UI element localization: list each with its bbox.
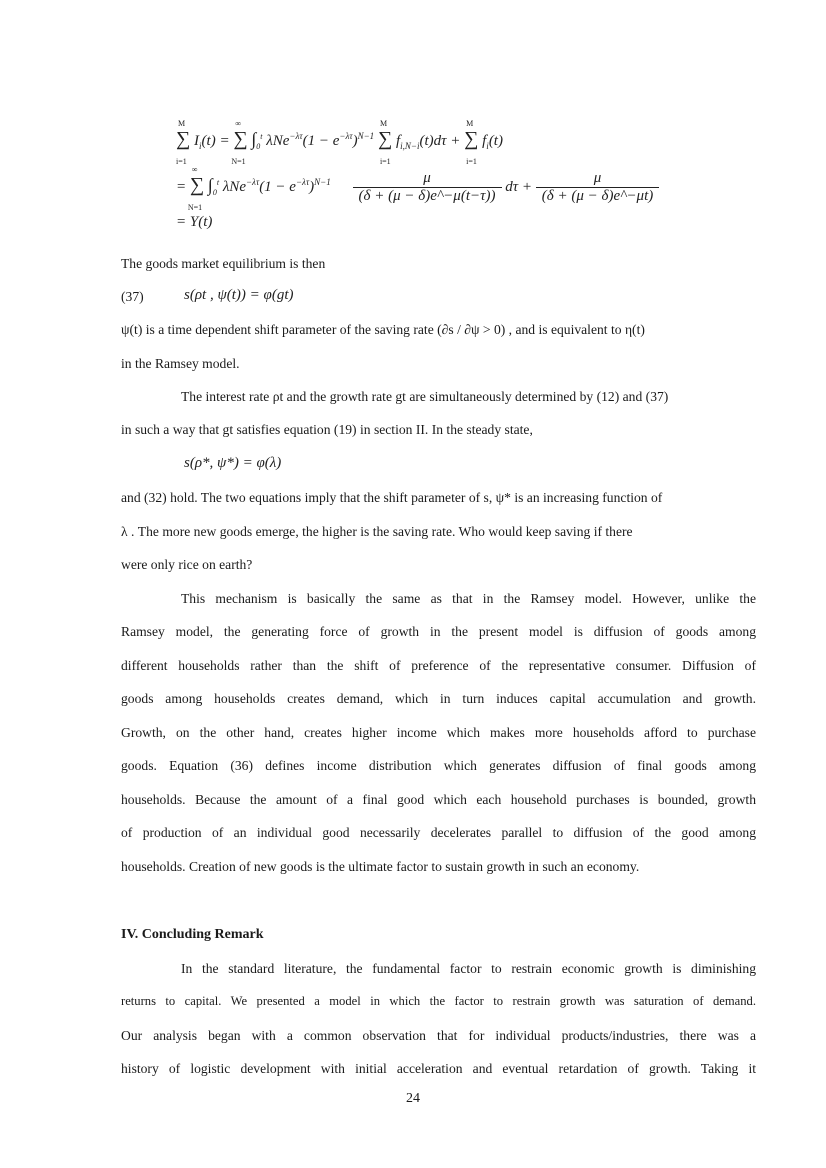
paragraph-line: Our analysis began with a common observation that for individual products/industries, there was a (121, 1028, 756, 1043)
fraction-denominator: (δ + (μ − δ)e^−μ(t−τ)) (358, 188, 496, 204)
equation-37: s(ρt , ψ(t)) = φ(gt) (184, 287, 294, 303)
paragraph-line: This mechanism is basically the same as that in the Ramsey model. However, unlike the (181, 591, 756, 606)
paragraph-line: Growth, on the other hand, creates higher income which makes more households afford to purchase (121, 725, 756, 740)
text-line: ψ(t) is a time dependent shift parameter of the saving rate (∂s / ∂ψ > 0) , and is equivalent to η(t) (121, 322, 645, 337)
equation-line-3: = Y(t) (176, 214, 213, 230)
paragraph-line: goods. Equation (36) defines income distribution which generates diffusion of final goods among (121, 758, 756, 773)
paragraph-line: of production of an individual good necessarily decelerates parallel to diffusion of the good among (121, 825, 756, 840)
text-line: The interest rate ρt and the growth rate gt are simultaneously determined by (12) and (37) (181, 389, 669, 404)
paragraph-line: Ramsey model, the generating force of growth in the present model is diffusion of goods among (121, 624, 756, 639)
paragraph-line: households. Creation of new goods is the ultimate factor to sustain growth in such an economy. (121, 859, 640, 874)
fraction-numerator: μ (536, 170, 660, 188)
paragraph-line: history of logistic development with initial acceleration and eventual retardation of growth. Taking it (121, 1061, 756, 1076)
paragraph-line: In the standard literature, the fundamental factor to restrain economic growth is diminishing (181, 961, 756, 976)
page-number: 24 (406, 1091, 420, 1106)
fraction-denominator: (δ + (μ − δ)e^−μt) (541, 188, 654, 204)
equation-37-label: (37) (121, 289, 144, 304)
equation-line-2: = ∞ ∑ N=1 $\int_0^t$ $\lambda Ne^{-\lambda\tau}(1 - e^{-\lambda\tau})^{N-1}$ $\frac{\mu}{(\delta + (\mu - \delta)e\^{}-\mu(t-\tau))}$ dτ + $\frac{\mu}{(\delta + (\mu - \delta)e\^{}-\mu t)}$ (176, 170, 659, 205)
text-line: in such a way that gt satisfies equation (19) in section II. In the steady state, (121, 422, 533, 437)
text-line: λ . The more new goods emerge, the higher is the saving rate. Who would keep saving if there (121, 524, 633, 539)
fraction-numerator: μ (353, 170, 502, 188)
paragraph-line: returns to capital. We presented a model in which the factor to restrain growth was saturation of demand. (121, 994, 756, 1008)
text-line: were only rice on earth? (121, 557, 253, 572)
paragraph-line: goods among households creates demand, which in turn induces capital accumulation and growth. (121, 691, 756, 706)
text-line: and (32) hold. The two equations imply that the shift parameter of s, ψ* is an increasing function of (121, 490, 663, 505)
equation-mid: dτ + (505, 178, 532, 195)
text-line: The goods market equilibrium is then (121, 256, 326, 271)
paragraph-line: households. Because the amount of a final good which each household purchases is bounded, growth (121, 792, 756, 807)
equation-line-1: M ∑ i=1 $I_i(t)$ = ∞ ∑ N=1 $\int_0^t$ $\lambda Ne^{-\lambda\tau}(1 - e^{-\lambda\tau})^{N-1}$ M ∑ i=1 $f_{i,N-i}(t)d\tau$ + M ∑ i=1 $f_i(t)$ (176, 119, 503, 166)
section-heading: IV. Concluding Remark (121, 927, 264, 942)
paragraph-line: different households rather than the shift of preference of the representative consumer. Diffusion of (121, 658, 756, 673)
equation-steady-state: s(ρ*, ψ*) = φ(λ) (184, 455, 282, 471)
text-line: in the Ramsey model. (121, 356, 240, 371)
